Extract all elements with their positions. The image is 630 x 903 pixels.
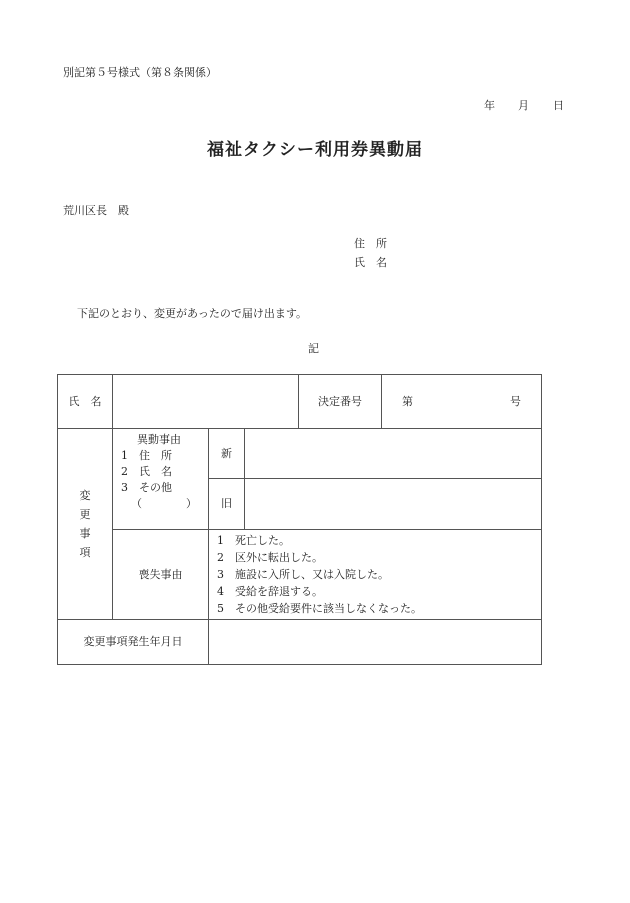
new-label: 新 [221, 446, 232, 460]
date-day-label: 日 [553, 99, 564, 112]
decision-number-field[interactable] [382, 375, 542, 429]
loss-reason-5: 5 その他受給要件に該当しなくなった。 [217, 602, 422, 615]
intro-text: 下記のとおり、変更があったので届け出ます。 [77, 307, 308, 320]
change-form-table [57, 374, 542, 665]
change-items-char-1: 変 [79, 489, 91, 502]
change-reason-option-1: 1 住 所 [121, 449, 172, 462]
new-value-field[interactable] [245, 429, 542, 479]
date-year-label: 年 [484, 99, 495, 112]
loss-reason-label-cell [113, 530, 209, 620]
change-reason-cell [113, 429, 209, 530]
name-label-cell [58, 375, 113, 429]
old-label-cell [209, 479, 245, 530]
change-items-char-3: 事 [79, 527, 91, 540]
change-date-label-cell [58, 620, 209, 665]
change-items-char-2: 更 [79, 508, 91, 521]
addressee: 荒川区長 殿 [63, 204, 129, 217]
name-label: 氏 名 [68, 394, 102, 408]
date-month-label: 月 [518, 99, 529, 112]
number-suffix: 号 [510, 394, 522, 408]
change-items-label-cell [58, 429, 113, 620]
change-reason-option-3: 3 その他 [121, 481, 172, 494]
decision-number-label: 決定番号 [318, 394, 363, 408]
name-field[interactable] [113, 375, 299, 429]
loss-reason-1: 1 死亡した。 [217, 534, 290, 547]
loss-reasons-cell [209, 530, 542, 620]
loss-reason-label: 喪失事由 [138, 567, 183, 581]
change-reason-other-paren: （ ） [131, 497, 197, 510]
applicant-name-label: 氏 名 [354, 256, 387, 269]
decision-number-label-cell [299, 375, 382, 429]
change-date-field[interactable] [209, 620, 542, 665]
applicant-address-label: 住 所 [354, 237, 387, 250]
loss-reason-2: 2 区外に転出した。 [217, 551, 323, 564]
new-label-cell [209, 429, 245, 479]
change-reason-option-2: 2 氏 名 [121, 465, 172, 478]
old-value-field[interactable] [245, 479, 542, 530]
loss-reason-3: 3 施設に入所し、又は入院した。 [217, 568, 389, 581]
document-title: 福祉タクシー利用券異動届 [207, 140, 423, 160]
number-prefix: 第 [402, 394, 414, 408]
change-items-char-4: 項 [79, 546, 91, 559]
form-number: 別記第５号様式（第８条関係） [63, 66, 217, 79]
ki-label: 記 [308, 342, 319, 355]
change-date-label: 変更事項発生年月日 [83, 635, 183, 648]
old-label: 旧 [221, 497, 232, 510]
change-reason-heading: 異動事由 [137, 433, 181, 446]
loss-reason-4: 4 受給を辞退する。 [217, 585, 323, 598]
